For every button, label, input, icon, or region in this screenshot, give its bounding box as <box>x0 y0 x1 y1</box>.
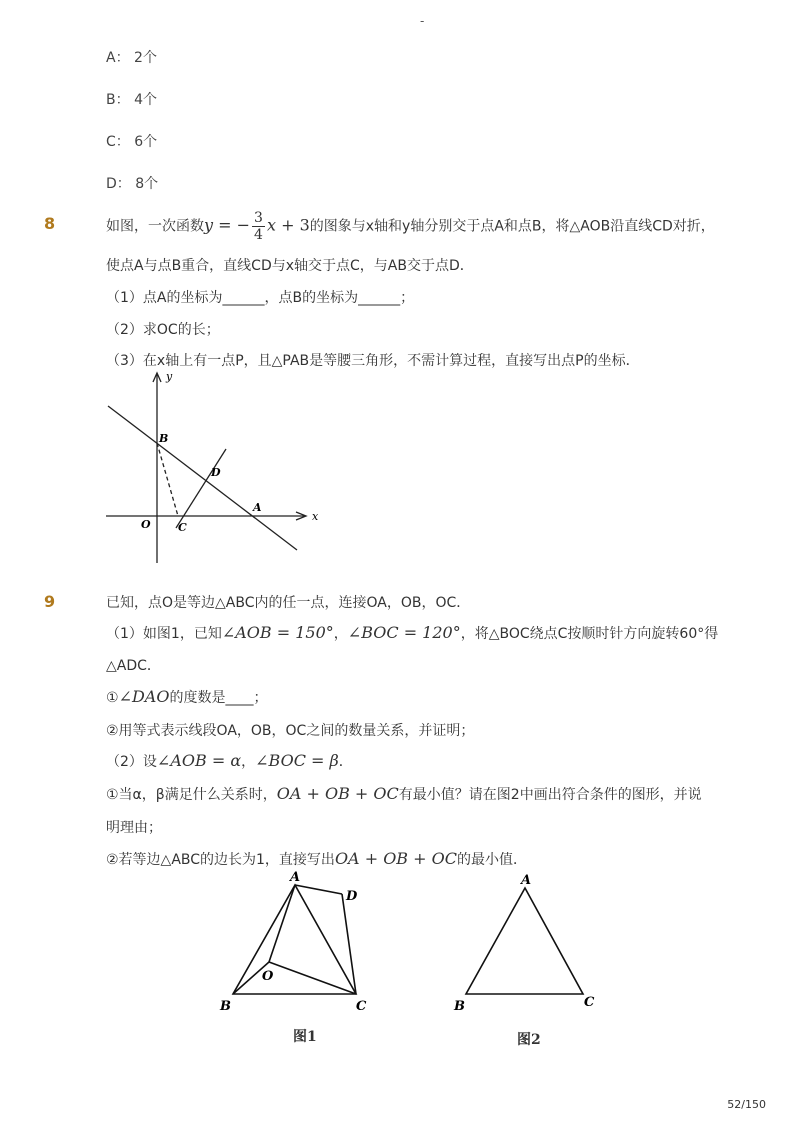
label-a: A <box>253 501 262 514</box>
label-y: y <box>166 370 173 383</box>
q9-sub2: ②用等式表示线段OA，OB，OC之间的数量关系，并证明； <box>106 723 475 739</box>
label-b: B <box>159 432 169 445</box>
page-number: 52/150 <box>727 1098 766 1111</box>
label-d: D <box>211 466 221 479</box>
q9-sub4: ②若等边△ABC的边长为1，直接写出OA + OB + OC的最小值． <box>106 849 527 868</box>
label-o: O <box>141 518 151 531</box>
q8-part3: （3）在x轴上有一点P，且△PAB是等腰三角形，不需计算过程，直接写出点P的坐标． <box>106 353 640 369</box>
q9-sub1: ①∠DAO的度数是____； <box>106 687 268 706</box>
fig2-label-c: C <box>584 995 595 1010</box>
option-a: A： 2个 <box>106 50 157 66</box>
q8-coordinate-figure <box>100 368 330 568</box>
option-d: D： 8个 <box>106 176 159 192</box>
q8-part1: （1）点A的坐标为______，点B的坐标为______； <box>106 290 415 306</box>
segment-oc <box>269 962 356 994</box>
q9-part1-line2: △ADC． <box>106 658 161 674</box>
q9-line1: 已知，点O是等边△ABC内的任一点，连接OA，OB，OC． <box>106 595 471 611</box>
q8-line1: 如图，一次函数y = − $\frac{3}{4}$ x + 3的图象与x轴和y轴分别交于点A和点B，将△AOB沿直线CD对折， <box>106 210 715 243</box>
q9-sub3-line2: 明理由； <box>106 820 162 836</box>
fig1-caption: 图1 <box>293 1029 317 1045</box>
fig2-label-b: B <box>454 999 465 1014</box>
q9-part2: （2）设∠AOB = α，∠BOC = β． <box>106 751 353 770</box>
fig1-label-b: B <box>220 999 231 1014</box>
header-mark: - <box>420 14 425 28</box>
question-9-number: 9 <box>44 592 56 611</box>
q9-part1: （1）如图1，已知∠AOB = 150°，∠BOC = 120°，将△BOC绕点C按顺时针方向旋转60°得 <box>106 623 719 642</box>
segment-bc-dashed <box>157 443 178 516</box>
q8-fraction: $\frac{3}{4}$ <box>254 210 263 243</box>
q9-figure-1 <box>214 868 384 1018</box>
fig1-label-o: O <box>262 969 274 984</box>
question-8-number: 8 <box>44 214 56 233</box>
q8-part2: （2）求OC的长； <box>106 322 220 338</box>
fig2-label-a: A <box>521 873 532 888</box>
line-ab <box>108 406 297 550</box>
option-b: B： 4个 <box>106 92 157 108</box>
q9-sub3: ①当α，β满足什么关系时，OA + OB + OC有最小值？请在图2中画出符合条件的图形，并说 <box>106 784 702 803</box>
segment-ad <box>295 885 342 894</box>
fig2-caption: 图2 <box>517 1032 541 1048</box>
label-x: x <box>312 510 319 523</box>
fig1-label-c: C <box>356 999 367 1014</box>
fig1-label-a: A <box>290 870 301 885</box>
label-c: C <box>178 521 187 534</box>
q9-figure-2 <box>450 868 610 1018</box>
q8-line2: 使点A与点B重合，直线CD与x轴交于点C，与AB交于点D． <box>106 258 474 274</box>
option-c: C： 6个 <box>106 134 158 150</box>
fig1-label-d: D <box>346 889 358 904</box>
triangle-abc-fig2 <box>466 888 583 994</box>
segment-dc <box>342 894 356 994</box>
